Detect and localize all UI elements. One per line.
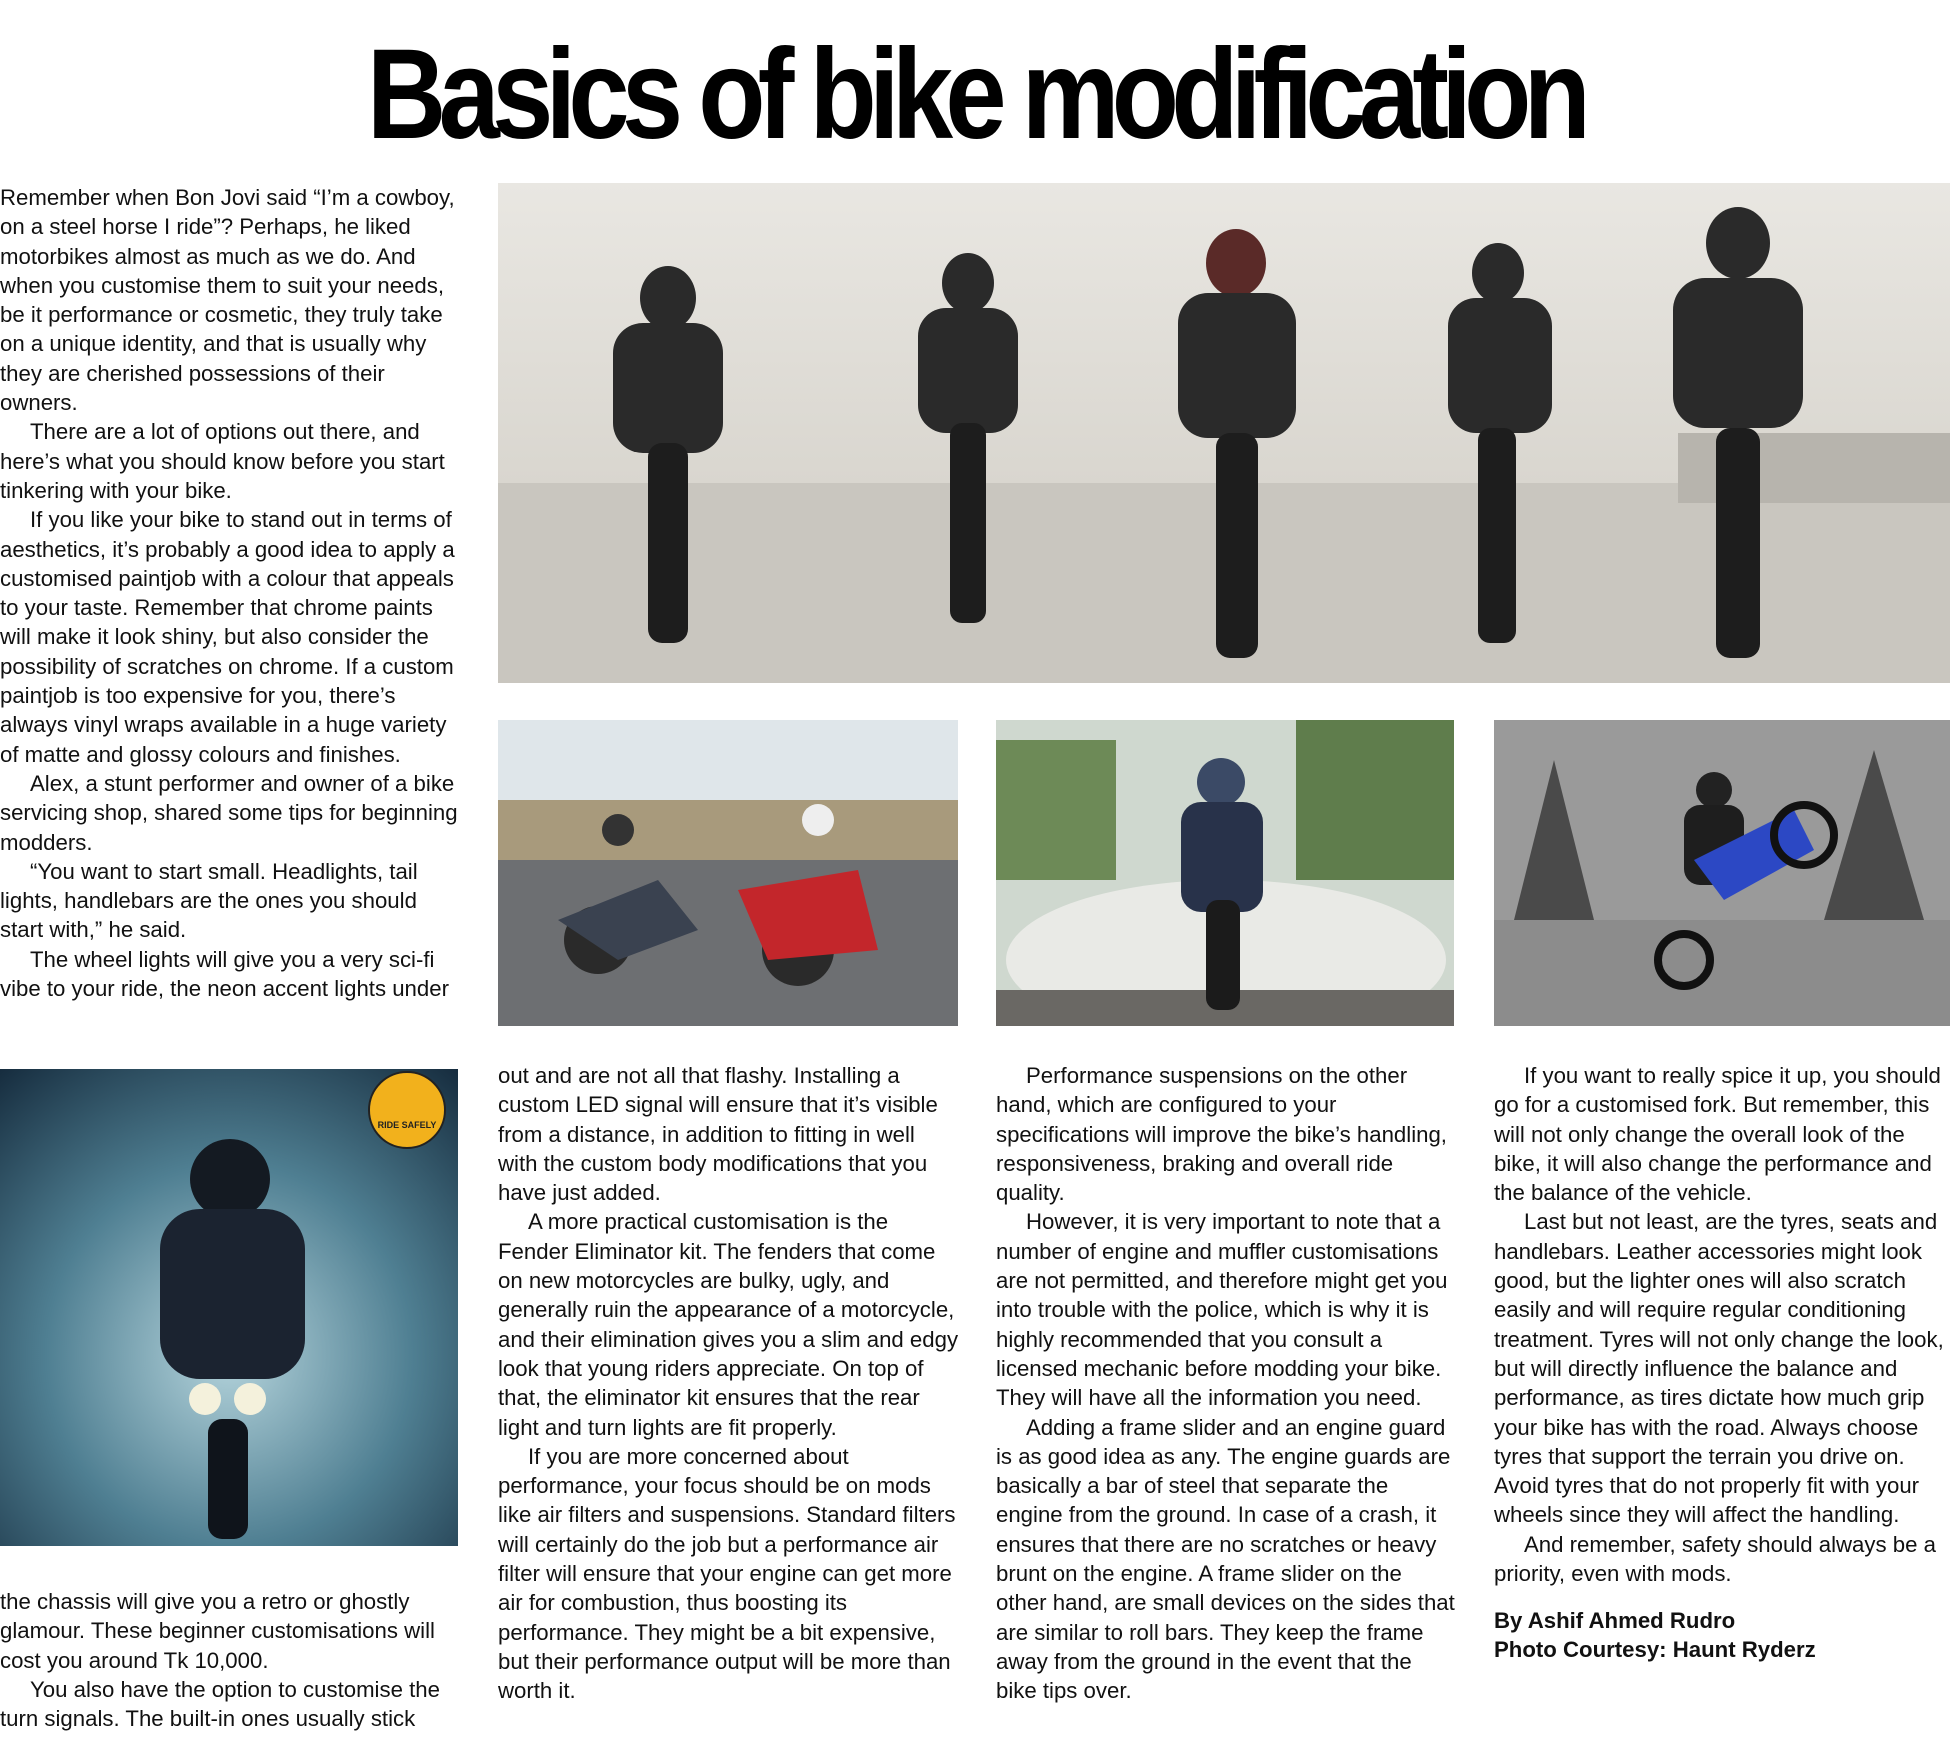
photo-sport-bikes: [498, 720, 958, 1026]
photo-blue-stunt-rider: [0, 1069, 458, 1546]
photo-credit: Photo Courtesy: Haunt Ryderz: [1494, 1637, 1816, 1663]
paragraph: The wheel lights will give you a very sci-fi vibe to your ride, the neon accent lights under: [0, 946, 449, 1002]
paragraph: Adding a frame slider and an engine guard is as good idea as any. The engine guards are basically a bar of steel that separate the engine from the ground. In case of a crash, it ensures that there are no scratches or heavy brunt on the engine. A frame slider on the other hand, are small devices on the sides that are similar to roll bars. They keep the frame away from the ground in the event that the bike tips over.: [996, 1414, 1455, 1704]
article-column-2: [498, 1061, 960, 1706]
article-column-1-bottom: [0, 1587, 462, 1733]
ride-safely-badge: [368, 1071, 446, 1149]
page-title: Basics of bike modification: [366, 23, 1584, 166]
photo-bw-wheelie: [1494, 720, 1950, 1026]
article-column-1-top: [0, 183, 462, 1003]
paragraph: out and are not all that flashy. Installing a custom LED signal will ensure that it’s visible from a distance, in addition to fitting in well with the custom body modifications that you have just added.: [498, 1063, 938, 1206]
paragraph: And remember, safety should always be a priority, even with mods.: [1494, 1531, 1936, 1587]
byline: [1494, 1606, 1950, 1664]
badge-text: RIDE SAFELY: [377, 1120, 437, 1130]
paragraph: There are a lot of options out there, and here’s what you should know before you start tinkering with your bike.: [0, 419, 445, 503]
paragraph: “You want to start small. Headlights, tail lights, handlebars are the ones you should start with,” he said.: [0, 858, 418, 943]
article-column-3: [996, 1061, 1458, 1706]
paragraph: If you like your bike to stand out in terms of aesthetics, it’s probably a good idea to apply a customised paintjob with a colour that appeals to your taste. Remember that chrome paints will make it look shiny, but also consider the possibility of scratches on chrome. If a custom paintjob is too expensive for you, there’s always vinyl wraps available in a huge variety of matte and glossy colours and finishes.: [0, 507, 455, 767]
paragraph: Alex, a stunt performer and owner of a bike servicing shop, shared some tips for beginning modders.: [0, 770, 458, 855]
author-credit: By Ashif Ahmed Rudro: [1494, 1608, 1736, 1634]
paragraph: If you are more concerned about performance, your focus should be on mods like air filters and suspensions. Standard filters will certainly do the job but a performance air filter will ensure that your engine can get more air for combustion, thus boosting its performance. They might be a bit expensive, but their performance output will be more than worth it.: [498, 1443, 956, 1704]
paragraph: Last but not least, are the tyres, seats and handlebars. Leather accessories might look good, but the lighter ones will also scratch easily and will require regular conditioning treatment. Tyres will not only change the look, but will directly influence the balance and performance, as tires dictate how much grip your bike has with the road. Always choose tyres that support the terrain you drive on. Avoid tyres that do not properly fit with your wheels since they will affect the handling.: [1494, 1209, 1944, 1528]
paragraph: If you want to really spice it up, you should go for a customised fork. But remember, this will not only change the overall look of the bike, it will also change the performance and the balance of the vehicle.: [1494, 1063, 1941, 1206]
article-column-4: [1494, 1061, 1950, 1664]
paragraph: You also have the option to customise the turn signals. The built-in ones usually stick: [0, 1676, 440, 1732]
photo-burnout: [996, 720, 1454, 1026]
paragraph: Remember when Bon Jovi said “I’m a cowboy, on a steel horse I ride”? Perhaps, he liked motorbikes almost as much as we do. And when you customise them to suit your needs, be it performance or cosmetic, they truly take on a unique identity, and that is usually why they are cherished possessions of their owners.: [0, 185, 455, 416]
paragraph: However, it is very important to note that a number of engine and muffler customisations are not permitted, and therefore might get you into trouble with the police, which is why it is highly recommended that you consult a licensed mechanic before modding your bike. They will have all the information you need.: [996, 1209, 1448, 1411]
paragraph: Performance suspensions on the other hand, which are configured to your specifications will improve the bike’s handling, responsiveness, braking and overall ride quality.: [996, 1063, 1447, 1206]
paragraph: the chassis will give you a retro or ghostly glamour. These beginner customisations will cost you around Tk 10,000.: [0, 1589, 435, 1673]
paragraph: A more practical customisation is the Fender Eliminator kit. The fenders that come on new motorcycles are bulky, ugly, and generally ruin the appearance of a motorcycle, and their elimination gives you a slim and edgy look that young riders appreciate. On top of that, the eliminator kit ensures that the rear light and turn lights are fit properly.: [498, 1209, 959, 1440]
main-photo-riders: [498, 183, 1950, 683]
